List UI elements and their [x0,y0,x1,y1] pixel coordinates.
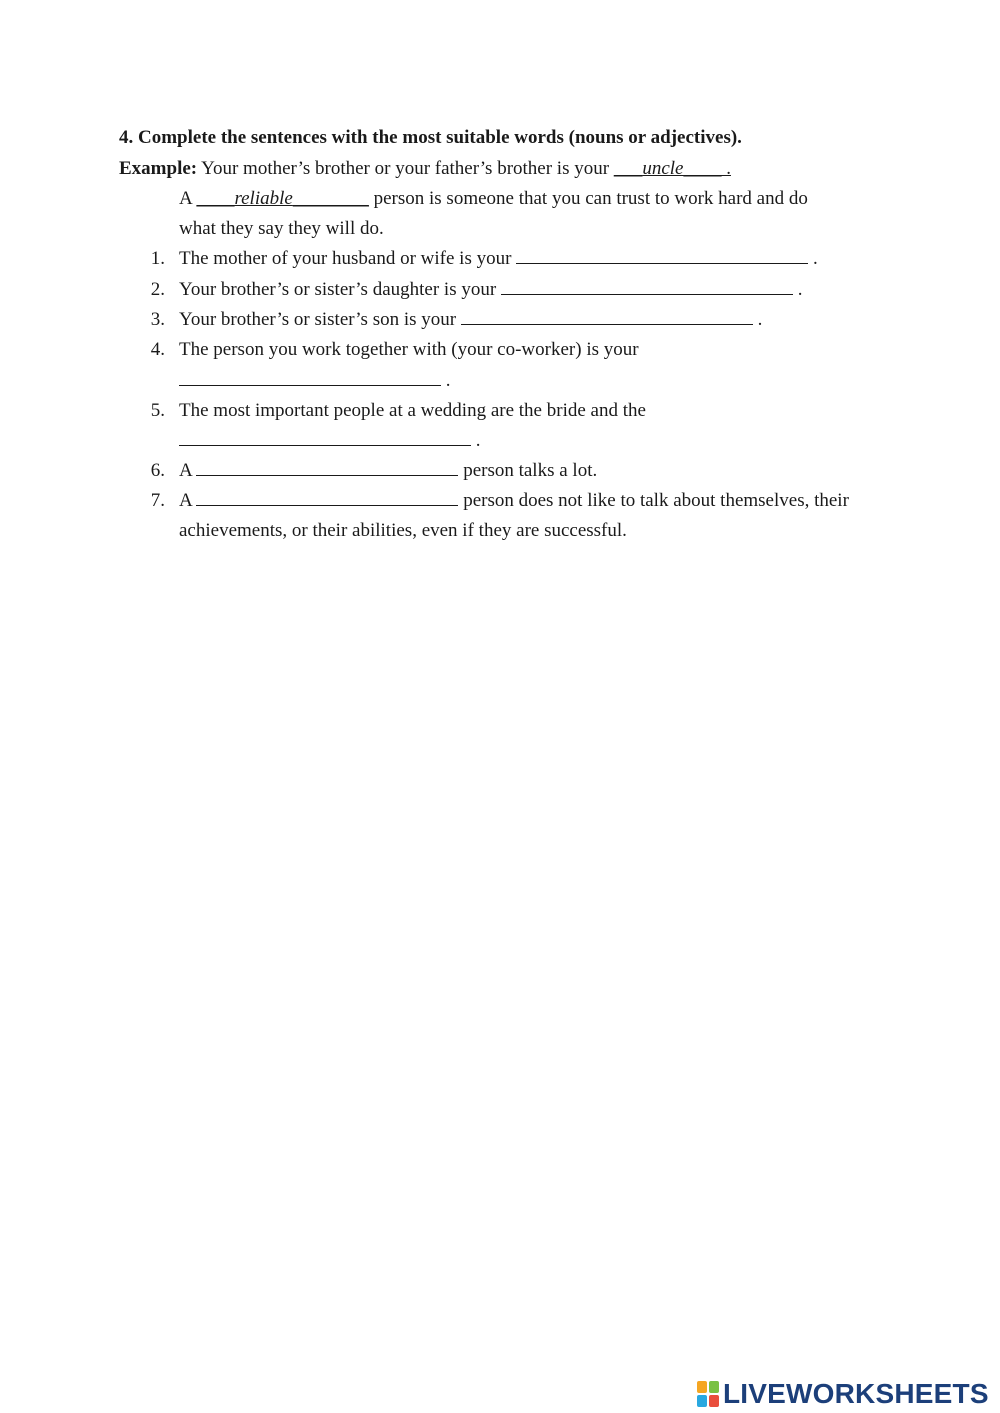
example-label: Example: [119,158,198,179]
example-line [119,158,731,180]
question-end: . [441,370,451,391]
question-text: Your brother’s or sister’s daughter is your [179,279,501,300]
liveworksheets-logo [697,1378,989,1410]
question-number: 3. [150,309,165,330]
question-end: . [808,248,818,269]
question-text: A [179,460,197,481]
example-line-2 [179,188,808,210]
question-7-line-2: achievements, or their abilities, even if they are successful. [179,520,627,541]
example-answer: uncle [642,158,684,179]
question-3 [179,309,762,331]
example2-blank-post: ________ [292,188,369,209]
question-end: person talks a lot. [458,460,598,481]
answer-blank-5[interactable] [179,430,471,446]
example-blank-pre: ___ [613,158,643,179]
example-line-3: what they say they will do. [179,218,384,239]
question-number: 2. [150,279,165,300]
answer-blank-3[interactable] [461,309,753,325]
question-5-blank-line [179,430,481,452]
example-text: Your mother’s brother or your father’s brother is your [197,158,614,179]
question-text: Your brother’s or sister’s son is your [179,309,461,330]
question-end: . [792,279,803,300]
answer-blank-6[interactable] [196,460,458,476]
example-blank-post: ____ . [683,158,731,179]
example2-pre: A [179,188,197,209]
logo-mark-icon [697,1381,719,1407]
example2-blank-pre: ____ [196,188,235,209]
question-4-blank-line [179,370,451,392]
question-number: 4. [150,339,165,360]
question-number: 6. [150,460,165,481]
question-text: The mother of your husband or wife is your [179,248,517,269]
answer-blank-4[interactable] [179,370,441,386]
example2-answer: reliable [234,188,293,209]
answer-blank-2[interactable] [501,279,793,295]
question-5: The most important people at a wedding are the bride and the [179,400,646,421]
exercise-heading: 4. Complete the sentences with the most suitable words (nouns or adjectives). [119,127,742,148]
answer-blank-1[interactable] [516,248,808,264]
question-end: . [471,430,481,451]
question-end: . [752,309,763,330]
question-2 [179,279,802,301]
question-7 [179,490,849,512]
question-6 [179,460,597,482]
question-number: 1. [150,248,165,269]
example2-post: person is someone that you can trust to work hard and do [368,188,808,209]
question-text: A [179,490,197,511]
question-4: The person you work together with (your co-worker) is your [179,339,639,360]
question-1 [179,248,818,270]
question-number: 5. [150,400,165,421]
answer-blank-7[interactable] [196,490,458,506]
question-end: person does not like to talk about themselves, their [458,490,849,511]
question-number: 7. [150,490,165,511]
logo-text: LIVEWORKSHEETS [723,1378,989,1409]
